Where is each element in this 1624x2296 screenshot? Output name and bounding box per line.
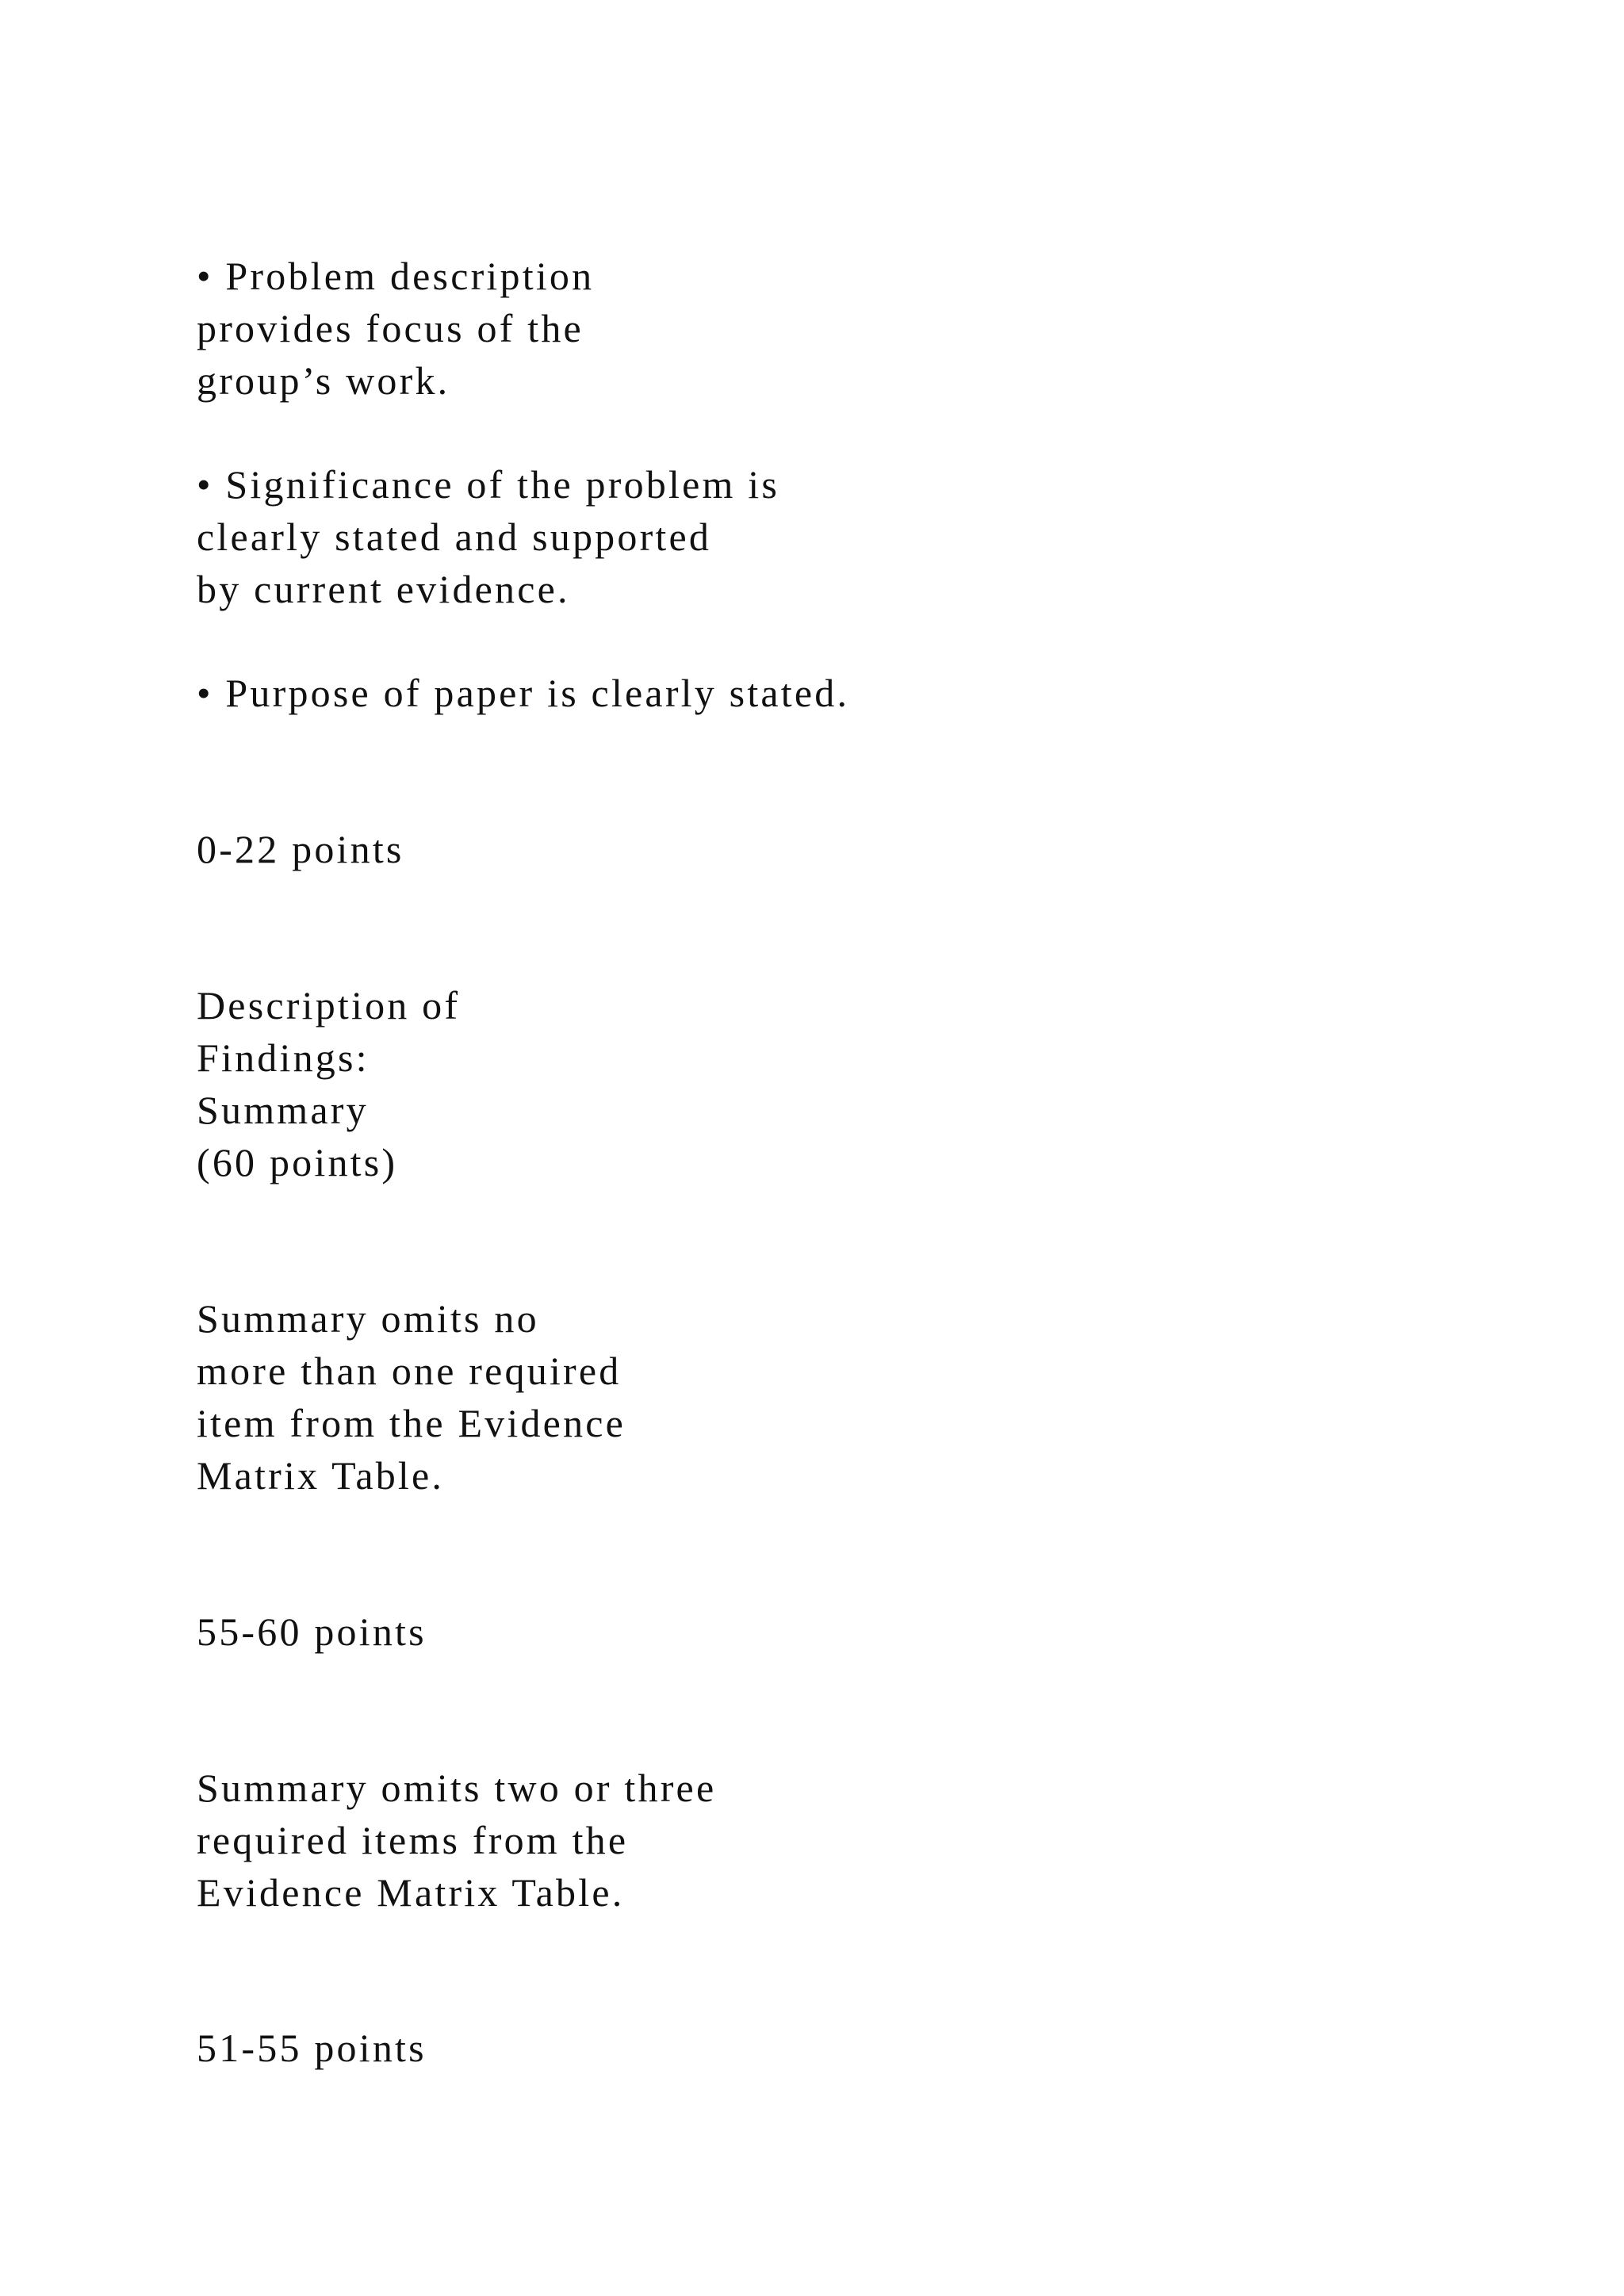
level-2-points (197, 2022, 427, 2074)
text-line: Findings: (197, 1035, 370, 1080)
text-line: Evidence Matrix Table. (197, 1870, 625, 1915)
level-2-description (197, 1762, 716, 1919)
text-line: provides focus of the (197, 306, 584, 350)
text-line: Matrix Table. (197, 1453, 445, 1498)
text-line: item from the Evidence (197, 1401, 626, 1445)
criteria-bullet-significance (197, 458, 779, 615)
points-text: 51-55 points (197, 2026, 427, 2070)
text-line: • Significance of the problem is (197, 462, 780, 507)
criteria-bullet-problem-description (197, 250, 594, 407)
text-line: Summary omits two or three (197, 1766, 717, 1810)
level-1-description (197, 1292, 626, 1502)
text-line: by current evidence. (197, 567, 570, 611)
criteria-bullet-purpose (197, 667, 849, 719)
text-line: • Problem description (197, 254, 595, 298)
level-1-points (197, 1605, 427, 1658)
points-range-intro (197, 823, 404, 875)
text-line: group’s work. (197, 358, 450, 403)
text-line: • Purpose of paper is clearly stated. (197, 671, 850, 715)
section-heading-findings-summary (197, 979, 460, 1188)
text-line: clearly stated and supported (197, 515, 712, 559)
text-line: required items from the (197, 1818, 629, 1862)
text-line: more than one required (197, 1349, 622, 1393)
text-line: Summary omits no (197, 1296, 539, 1341)
points-text: 55-60 points (197, 1609, 427, 1654)
text-line: Summary (197, 1088, 369, 1132)
text-line: (60 points) (197, 1140, 398, 1184)
points-text: 0-22 points (197, 827, 404, 871)
text-line: Description of (197, 983, 461, 1027)
